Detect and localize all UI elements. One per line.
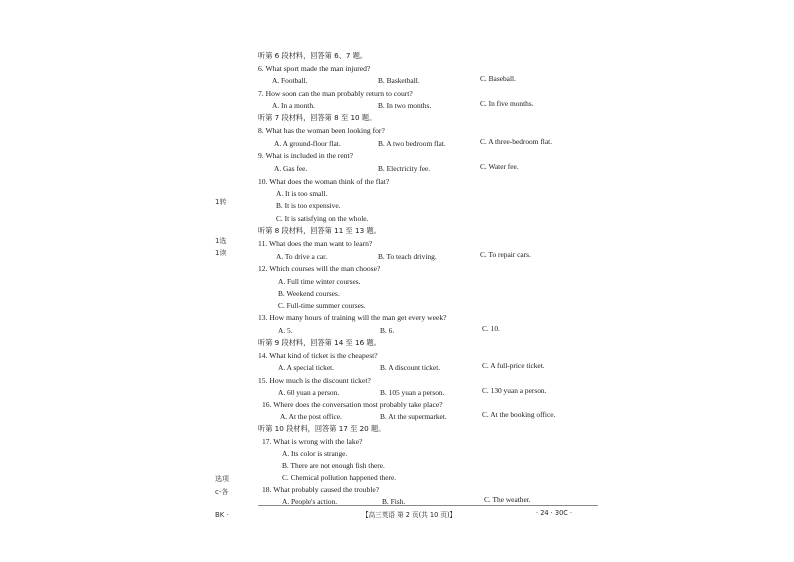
question-12-option-b: B. Weekend courses. [278,289,340,298]
margin-mark-1: 1转 [215,198,227,206]
question-7-option-a: A. In a month. [272,101,315,110]
question-14-option-c: C. A full-price ticket. [482,361,545,370]
question-16-stem: 16. Where does the conversation most probably take place? [262,400,443,409]
question-10-option-a: A. It is too small. [276,189,328,198]
question-18-option-c: C. The weather. [484,495,531,504]
question-14-option-b: B. A discount ticket. [380,363,441,372]
question-9-stem: 9. What is included in the rent? [258,151,353,160]
question-13-option-b: B. 6. [380,326,395,335]
question-9-option-c: C. Water fee. [480,162,519,171]
question-13-stem: 13. How many hours of training will the man get every week? [258,313,447,322]
question-10-stem: 10. What does the woman think of the flat? [258,177,390,186]
question-9-option-a: A. Gas fee. [274,164,308,173]
question-8-option-a: A. A ground-floor flat. [274,139,341,148]
question-17-option-a: A. Its color is strange. [282,449,348,458]
question-16-option-a: A. At the post office. [280,412,342,421]
question-17-option-c: C. Chemical pollution happened there. [282,473,397,482]
question-18-option-b: B. Fish. [382,497,406,506]
question-13-option-c: C. 10. [482,324,500,333]
question-15-option-b: B. 105 yuan a person. [380,388,445,397]
question-11-option-c: C. To repair cars. [480,250,531,259]
question-16-option-b: B. At the supermarket. [380,412,447,421]
question-11-stem: 11. What does the man want to learn? [258,239,373,248]
section-heading-10: 听第 10 段材料，回答第 17 至 20 题。 [258,424,386,433]
question-14-option-a: A. A special ticket. [278,363,335,372]
question-15-option-c: C. 130 yuan a person. [482,386,547,395]
question-18-option-a: A. People's action. [282,497,338,506]
question-11-option-b: B. To teach driving. [378,252,437,261]
margin-mark-5: c-各 [215,488,229,496]
question-7-option-c: C. In five months. [480,99,534,108]
question-6-stem: 6. What sport made the man injured? [258,64,371,73]
section-heading-6: 听第 6 段材料，回答第 6、7 题。 [258,51,368,60]
question-17-option-b: B. There are not enough fish there. [282,461,385,470]
margin-mark-6: BK · [215,511,229,519]
question-7-stem: 7. How soon can the man probably return to court? [258,89,413,98]
question-10-option-b: B. It is too expensive. [276,201,341,210]
question-10-option-c: C. It is satisfying on the whole. [276,214,369,223]
section-heading-7: 听第 7 段材料，回答第 8 至 10 题。 [258,113,377,122]
question-15-stem: 15. How much is the discount ticket? [258,376,371,385]
question-16-option-c: C. At the booking office. [482,410,556,419]
question-6-option-b: B. Basketball. [378,76,420,85]
question-7-option-b: B. In two months. [378,101,432,110]
question-12-option-a: A. Full time winter courses. [278,277,361,286]
page-footer-code: · 24 · 30C · [536,509,573,517]
question-17-stem: 17. What is wrong with the lake? [262,437,363,446]
page-footer-title: 【高三英语 第 2 页(共 10 页)】 [362,511,457,519]
question-15-option-a: A. 60 yuan a person. [278,388,340,397]
question-12-stem: 12. Which courses will the man choose? [258,264,381,273]
question-8-option-b: B. A two bedroom flat. [378,139,446,148]
question-18-stem: 18. What probably caused the trouble? [262,485,380,494]
section-heading-9: 听第 9 段材料，回答第 14 至 16 题。 [258,338,381,347]
footer-divider [258,505,598,506]
margin-mark-3: 1读 [215,249,227,257]
question-6-option-c: C. Baseball. [480,74,516,83]
question-8-stem: 8. What has the woman been looking for? [258,126,385,135]
question-9-option-b: B. Electricity fee. [378,164,431,173]
question-12-option-c: C. Full-time summer courses. [278,301,366,310]
margin-mark-4: 选项 [215,475,229,483]
question-6-option-a: A. Football. [272,76,308,85]
question-14-stem: 14. What kind of ticket is the cheapest? [258,351,378,360]
section-heading-8: 听第 8 段材料，回答第 11 至 13 题。 [258,226,381,235]
question-8-option-c: C. A three-bedroom flat. [480,137,553,146]
question-13-option-a: A. 5. [278,326,293,335]
question-11-option-a: A. To drive a car. [276,252,328,261]
margin-mark-2: 1选 [215,237,227,245]
